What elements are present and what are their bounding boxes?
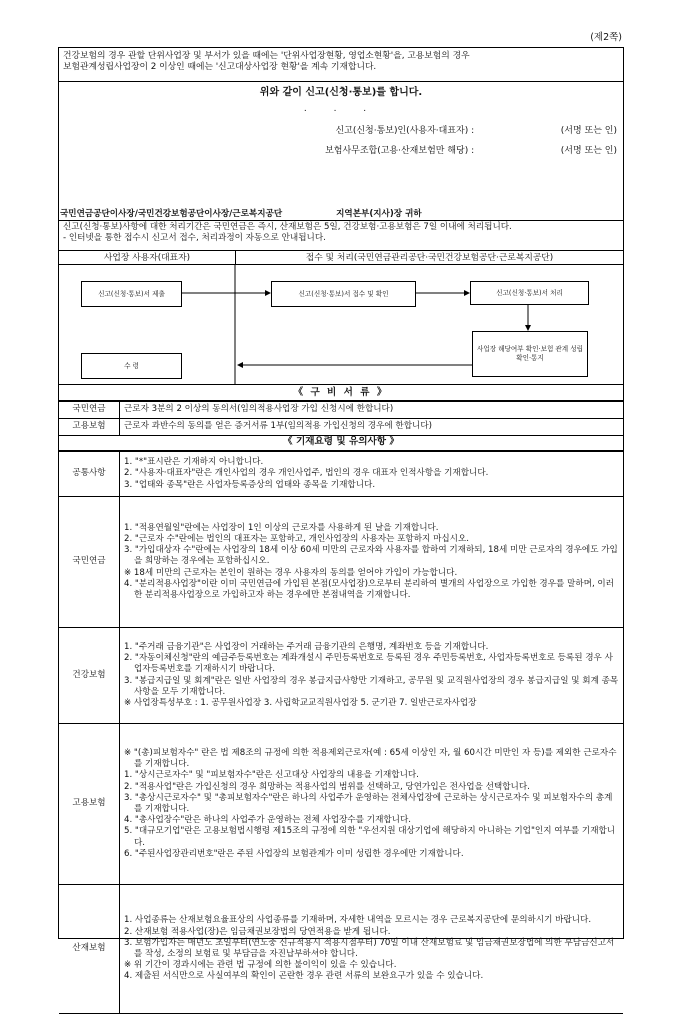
notice-line: 신고(신청·통보)사항에 대한 처리기간은 국민연금은 즉시, 산재보험은 5일, 건강보험·고용보험은 7일 이내에 처리됩니다. xyxy=(63,222,512,232)
agent-row xyxy=(325,146,617,158)
flow-diagram xyxy=(59,265,623,385)
flow-col-right: 접수 및 처리(국민연금관리공단·국민건강보험공단·근로복지공단) xyxy=(305,253,554,263)
document-label: 고용보험 xyxy=(59,419,120,436)
date-field[interactable]: . . . xyxy=(303,104,379,114)
addressee-suffix: 지역본부(지사)장 귀하 xyxy=(336,209,422,219)
document-row xyxy=(59,402,623,419)
guide-item: 2. "자동이체신청"란의 예금주등록번호는 계좌개설시 주민등록번호로 등록된 경우 주민등록번호, 사업자등록번호로 등록된 경우 사업자등록번호를 기재하시기 바랍니다. xyxy=(124,653,613,675)
intro-section xyxy=(59,48,623,82)
guide-section-label: 공통사항 xyxy=(59,452,120,497)
intro-line: 보험관계성립사업장이 2 이상인 때에는 '신고대상사업장 현황'을 계속 기재합니다. xyxy=(63,62,377,73)
agent-label: 보험사무조합(고용·산재보험만 해당) : xyxy=(325,146,475,156)
flow-header xyxy=(59,251,623,265)
document-text: 근로자 과반수의 동의를 얻은 증거서류 1부(임의적용 가입신청의 경우에 한합니다) xyxy=(120,419,624,436)
guide-section-items xyxy=(120,885,624,1014)
guide-section xyxy=(59,628,623,724)
guide-section-label: 산재보험 xyxy=(59,885,120,1014)
guide-section xyxy=(59,724,623,885)
guide-item: ※ 위 기간이 경과시에는 관련 법 규정에 의한 불이익이 있을 수 있습니다. xyxy=(124,960,397,971)
guide-item: 1. "상시근로자수" 및 "피보험자수"란은 신고대상 사업장의 내용을 기재합니다. xyxy=(124,770,419,781)
guide-item: 1. "적용연월일"란에는 사업장이 1인 이상의 근로자를 사용하게 된 날을 기재합니다. xyxy=(124,522,439,533)
guide-item: 4. "분리적용사업장"이란 이미 국민연금에 가입된 본점(모사업장)으로부터 분리하여 별개의 사업장으로 가입한 경우를 말하며, 이러한 분리적용사업장으로 가입하고자 하는 경우에만 본점내역을 기재합니다. xyxy=(124,578,615,600)
documents-header: 《 구 비 서 류 》 xyxy=(59,385,623,401)
form-frame xyxy=(58,47,624,982)
flow-step-receive-result: 수 령 xyxy=(81,353,182,379)
reporter-label: 신고(신청·통보)인(사용자·대표자) : xyxy=(335,126,475,136)
guide-item: ※ 사업장특성부호 : 1. 공무원사업장 3. 사립학교교직원사업장 5. 군기관 7. 일반근로자사업장 xyxy=(124,697,477,708)
documents-table xyxy=(59,401,623,436)
guide-item: 2. "사용자·대표자"란은 개인사업의 경우 개인사업주, 법인의 경우 대표자 인적사항을 기재합니다. xyxy=(124,468,489,479)
guide-section-label: 국민연금 xyxy=(59,497,120,628)
guide-section xyxy=(59,497,623,628)
reporter-signature[interactable]: (서명 또는 인) xyxy=(560,126,617,136)
document-text: 근로자 3분의 2 이상의 동의서(임의적용사업장 가입 신청시에 한합니다) xyxy=(120,402,624,419)
guide-item: ※ "(총)피보험자수" 란은 법 제8조의 규정에 의한 적용제외근로자(예 : 65세 이상인 자, 월 60시간 미만인 자 등)를 제외한 근로자수를 기재합니다. xyxy=(124,748,617,770)
processing-notice xyxy=(59,221,623,251)
guide-item: 2. "근로자 수"란에는 법인의 대표자는 포함하고, 개인사업장의 사용자는 포함하지 마십시오. xyxy=(124,534,470,545)
guide-item: 6. "주된사업장관리번호"란은 주된 사업장의 보험관계가 이미 성립한 경우에만 기재합니다. xyxy=(124,848,464,859)
guide-item: 5. "대규모기업"란은 고용보험법시행령 제15조의 규정에 의한 "우선지원 대상기업에 해당하지 아니하는 기업"인지 여부를 기재합니다. xyxy=(124,826,616,848)
guide-section-items xyxy=(120,497,624,628)
guide-item: 2. 산재보험 적용사업(장)은 임금채권보장법의 당연적용을 받게 됩니다. xyxy=(124,926,391,937)
addressee-org: 국민연금공단이사장/국민건강보험공단이사장/근로복지공단 xyxy=(60,209,283,219)
guide-section-label: 건강보험 xyxy=(59,628,120,724)
guide-item: 4. "총사업장수"란은 하나의 사업주가 운영하는 전체 사업장수를 기재합니다. xyxy=(124,815,412,826)
flow-col-left: 사업장 사용자(대표자) xyxy=(59,251,236,264)
guide-item: 3. "업태와 종목"란은 사업자등록증상의 업태와 종목을 기재합니다. xyxy=(124,479,376,490)
declaration-title: 위와 같이 신고(신청·통보)를 합니다. xyxy=(259,87,423,98)
guide-table xyxy=(59,451,623,1014)
guide-header: 《 기재요령 및 유의사항 》 xyxy=(59,433,623,451)
guide-section-items xyxy=(120,628,624,724)
page-number: (제2쪽) xyxy=(590,32,622,43)
guide-section xyxy=(59,452,623,497)
guide-item: 1. 사업종류는 산재보험요율표상의 사업종류를 기재하며, 자세한 내역을 모르시는 경우 근로복지공단에 문의하시기 바랍니다. xyxy=(124,915,592,926)
agent-signature[interactable]: (서명 또는 인) xyxy=(560,146,617,156)
guide-item: 3. "가입대상자 수"란에는 사업장의 18세 이상 60세 미만의 근로자와 사용자를 합하여 기재하되, 18세 미만 근로자의 경우에도 가입을 희망하는 경우에는 포함하십시오. xyxy=(124,545,618,567)
guide-item: 4. 제출된 서식만으로 사실여부의 확인이 곤란한 경우 관련 서류의 보완요구가 있을 수 있습니다. xyxy=(124,971,484,982)
notice-line: - 인터넷을 통한 접수시 신고서 접수, 처리과정이 자동으로 안내됩니다. xyxy=(63,233,326,244)
guide-item: 1. "*"표시란은 기재하지 아니합니다. xyxy=(124,457,264,468)
guide-item: 2. "적용사업"란은 가입신청의 경우 희망하는 적용사업의 범위를 선택하고, 당연가입은 전사업을 선택합니다. xyxy=(124,781,530,792)
flow-step-receive: 신고(신청·통보)서 접수 및 확인 xyxy=(271,281,416,307)
guide-section-items xyxy=(120,452,624,497)
guide-section xyxy=(59,885,623,1014)
intro-line: 건강보험의 경우 관할 단위사업장 및 부서가 있을 때에는 '단위사업장현황, 영업소현황'을, 고용보험의 경우 xyxy=(63,51,470,61)
flow-step-submit: 신고(신청·통보)서 제출 xyxy=(81,281,182,307)
addressee xyxy=(60,209,422,220)
guide-item: 1. "주거래 금융기관"은 사업장이 거래하는 주거래 금융기관의 은행명, 계좌번호 등을 기재합니다. xyxy=(124,641,489,652)
declaration-section xyxy=(59,82,623,221)
guide-item: ※ 18세 미만의 근로자는 본인이 원하는 경우 사용자의 동의를 얻어야 가입이 가능합니다. xyxy=(124,567,458,578)
guide-section-items xyxy=(120,724,624,885)
flow-step-process: 신고(신청·통보)서 처리 xyxy=(470,281,589,305)
reporter-row xyxy=(335,126,617,138)
document-label: 국민연금 xyxy=(59,402,120,419)
guide-item: 3. "봉급지급일 및 회계"란은 일반 사업장의 경우 봉급지급사항만 기재하고, 공무원 및 교직원사업장의 경우 봉급지급일 및 회계 종목 사항을 모두 기재합니다. xyxy=(124,675,619,697)
guide-item: 3. "총상시근로자수" 및 "총피보험자수"란은 하나의 사업주가 운영하는 전체사업장에 근로하는 상시근로자수 및 피보험자수의 총계를 기재합니다. xyxy=(124,792,613,814)
flow-step-confirm: 사업장 해당여부 확인·보험 관계 성립 확인·통지 xyxy=(472,331,588,377)
guide-item: 3. 보험가입자는 매년도 초일부터(연도중 신규적용시 적용시점부터) 70일 이내 산재보험료 및 임금채권보장법에 의한 부담금신고서를 작성, 소정의 보험료 및 부담금을 자진납부하셔야 합니다. xyxy=(124,937,615,959)
guide-section-label: 고용보험 xyxy=(59,724,120,885)
